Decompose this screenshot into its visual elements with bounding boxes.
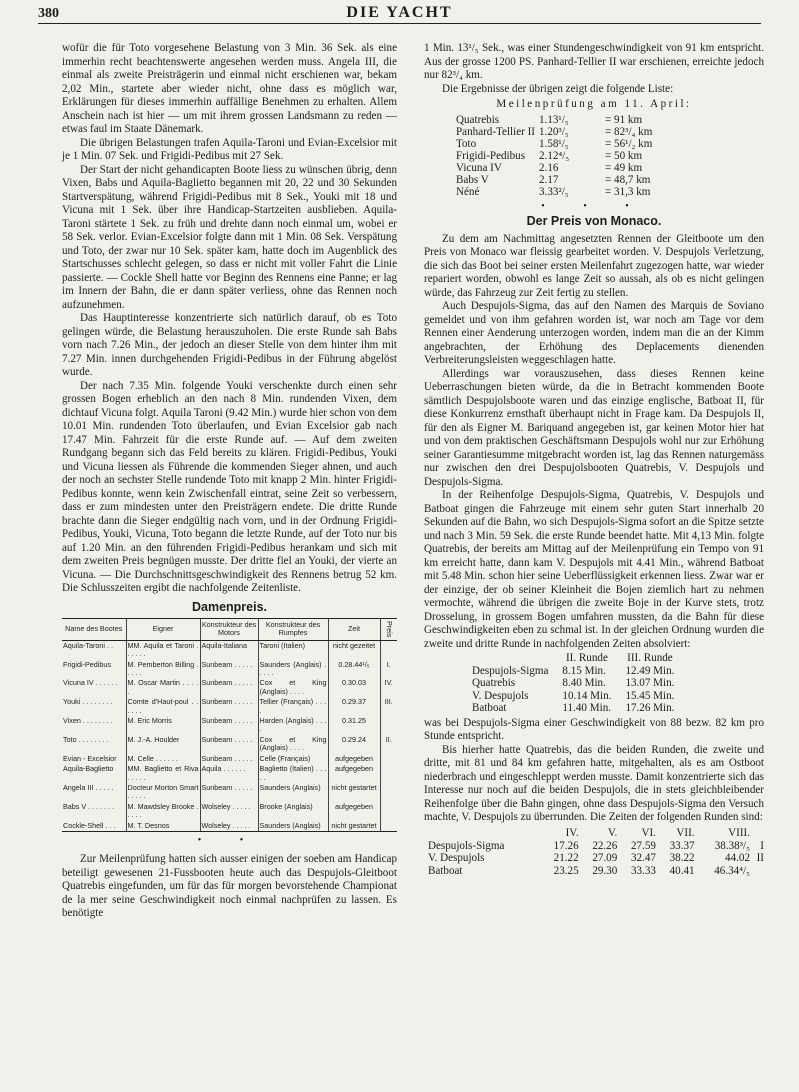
table-cell xyxy=(380,802,397,821)
table-row xyxy=(472,690,688,703)
table-cell: Despujols-Sigma xyxy=(472,664,549,677)
column-header: V. xyxy=(607,826,618,839)
table-cell: Néné xyxy=(456,185,480,198)
table-cell: 23.25 xyxy=(553,864,579,877)
table-cell: nicht gestartet xyxy=(328,783,380,802)
table-cell: M. Eric Morris xyxy=(126,716,200,735)
table-cell: Despujols-Sigma xyxy=(428,839,505,852)
table-cell: Quatrebis xyxy=(456,113,500,126)
table-cell: 8.40 Min. xyxy=(562,677,606,690)
table-cell: Brooke (Anglais) xyxy=(258,802,328,821)
table-cell: 0.29.24 xyxy=(328,735,380,754)
table-cell xyxy=(380,754,397,764)
table-cell: Sunbeam . . . . . xyxy=(200,716,258,735)
table-cell: M. Mawdsley Brooke . . . . . xyxy=(127,801,199,820)
column-header: Konstrukteur des Motors xyxy=(200,619,258,641)
table-cell: 22.26 xyxy=(592,839,618,852)
table-cell xyxy=(380,821,397,832)
table-cell: Cockle-Shell . . . xyxy=(62,821,126,832)
table-row xyxy=(62,821,397,832)
table-cell xyxy=(750,865,764,878)
table-cell: 1.20³/₅ xyxy=(539,125,569,138)
table-header-row xyxy=(472,652,688,665)
table-cell: Toto . . . . . . . . xyxy=(63,734,109,744)
table-cell: = 82³/₄ km xyxy=(605,125,653,138)
table-cell: II. xyxy=(380,735,397,754)
table-cell: nicht gestartet xyxy=(328,821,380,832)
column-header: IV. xyxy=(565,826,579,839)
table-row xyxy=(428,865,764,878)
table-cell: 13.07 Min. xyxy=(625,677,675,690)
paragraph: Die Ergebnisse der übrigen zeigt die folgende Liste: xyxy=(442,82,674,95)
table-cell: 33.33 xyxy=(630,864,656,877)
table-cell: Aquila-Baglietto xyxy=(63,764,114,774)
column-header: VI. xyxy=(641,826,656,839)
table-cell: 11.40 Min. xyxy=(562,702,612,715)
table-cell: Comte d'Haut-poul . . . . . . xyxy=(127,697,199,715)
final-laps-table xyxy=(428,827,764,877)
paragraph: Zu dem am Nachmittag angesetzten Rennen der Gleitboote um den Preis von Monaco war fleissig gearbeitet worden. V. Despujols Verletzung, die sich das Boot bei seiner ersten Meilenfahrt zugezogen hatte, war wieder repariert worden, obwohl es lange Zeit so aussah, als ob es nicht gelingen würde, das Fahrzeug zur Zeit fertig zu stellen. xyxy=(424,232,764,299)
table-cell: 40.41 xyxy=(669,864,695,877)
column-header: Name des Bootes xyxy=(62,619,126,641)
paragraph: Zur Meilenprüfung hatten sich ausser einigen der soeben am Handicap beteiligt gewesenen 21-Fussbooten heute auch das Despujols-Gleitboot Quatrebis eingefunden, um für das für morgen bevorstehende Championat de la mer seine Geschwindigkeit noch einmal nachprüfen zu lassen. Es benötigte xyxy=(62,853,397,920)
table-cell: Harden (Anglais) . . . . xyxy=(259,716,327,734)
table-row xyxy=(62,697,397,716)
damenpreis-table xyxy=(62,618,397,832)
table-cell: V. Despujols xyxy=(428,852,485,865)
column-header: Eigner xyxy=(126,619,200,641)
table-cell: 12.49 Min. xyxy=(625,664,675,677)
table-cell: Babs V . . . . . . . xyxy=(63,801,115,811)
table-cell: = 31,3 km xyxy=(605,185,651,198)
table-cell: 46.34⁴/₅ xyxy=(714,864,750,877)
table-cell: Frigidi-Pedibus xyxy=(63,659,111,669)
table-cell: aufgegeben xyxy=(328,754,380,764)
table-header-row xyxy=(428,827,764,840)
table-cell: Aquila . . . . . . xyxy=(200,764,258,783)
table-row xyxy=(472,702,688,715)
runden-table-body xyxy=(472,665,688,715)
table-cell: Cox et King (Anglais) . . . . xyxy=(259,734,327,753)
column-header: VII. xyxy=(676,826,695,839)
table-cell: Aquila-Italiana xyxy=(200,640,258,659)
table-cell: = 91 km xyxy=(605,113,643,126)
table-cell: 1.58¹/₅ xyxy=(539,137,569,150)
meilen-results-body xyxy=(456,114,656,198)
table-cell xyxy=(380,764,397,783)
table-cell: Wolseley . . . . . xyxy=(200,802,258,821)
table-cell: 8.15 Min. xyxy=(562,664,606,677)
table-cell: = 49 km xyxy=(605,161,643,174)
table-cell: Sunbeam . . . . . xyxy=(200,735,258,754)
paragraph: Das Hauptinteresse konzentrierte sich natürlich darauf, ob es Toto gelingen würde, die Belastung herauszuholen. Die erste Runde sah Babs vorn nach 7.26 Min., der jedoch an dieser Stelle von dem hinter ihm mit 7.27 Min. innen durchgehenden Frigidi-Pedibus in der Führung abgelöst wurde. xyxy=(62,312,397,378)
table-cell: 2.12⁴/₅ xyxy=(539,149,570,162)
table-cell: 0.31.25 xyxy=(328,716,380,735)
header-rule xyxy=(38,23,761,24)
table-cell: 2.16 xyxy=(539,161,559,174)
table-cell: Batboat xyxy=(472,702,507,715)
table-row xyxy=(456,186,656,198)
meilen-results-table xyxy=(456,114,656,198)
table-cell: 0.29.37 xyxy=(328,697,380,716)
column-header: III. Runde xyxy=(627,652,673,664)
table-cell: Panhard-Tellier II xyxy=(456,125,535,138)
table-row xyxy=(62,678,397,697)
paragraph: was bei Despujols-Sigma einer Geschwindigkeit von 88 bezw. 82 km pro Stunde entspricht. xyxy=(424,716,764,743)
table-row xyxy=(62,716,397,735)
column-header xyxy=(472,652,562,665)
table-cell: Taroni (Italien) xyxy=(258,640,328,659)
runden-table xyxy=(472,652,688,715)
table-cell: Sunbeam . . . . . xyxy=(200,697,258,716)
table-cell: Celle (Français) xyxy=(258,754,328,764)
table-cell: M. T. Desnos xyxy=(126,821,200,832)
paragraph: Allerdings war vorauszusehen, dass dieses Rennen keine Ueberraschungen bieten würde, da die in Betracht kommenden Boote sämtlich Despujolsboote waren und das einzige englische, Batboat II, für diese Konkurrenz ernsthaft überhaupt nicht in Frage kam. Da Despujols II, für den als Eigner M. Bariquand angegeben ist, gar keinen Motor hier hat und von dem praktischen Geschäftsmann Despujols wohl nur zur Erhöhung seiner Garantiesumme mitgebracht worden ist, lag das Rennen naturgemäss nur zwischen den drei Despujolsbooten Quatrebis, V. Despujols und Despujols-Sigma. xyxy=(424,367,764,488)
paragraph: In der Reihenfolge Despujols-Sigma, Quatrebis, V. Despujols und Batboat gingen die Fahrzeuge mit einem sehr guten Start innerhalb 20 Sekunden auf die Bahn, wo sich Despujols-Sigma sofort an die Spitze setzte und nach 3 Min. 59 Sek. die erste Runde beendet hatte. Mit 4,13 Min. folgte Quatrebis, der bereits am Mittag auf der Meilenprüfung ein Tempo von 91 km erreicht hatte, dann kam V. Despujols mit 4.41 Min., während Batboat mit 5.48 Min. schon hier seine Ueberflüssigkeit erkennen liess. Zwar war er der einzige, der ob seiner Kleinheit die Bojen ziemlich hart zu nehmen vermochte, während die übrigen die zweite Boje in der Kurve stets, trotz Drosselung, in grossem Bogen umfahren mussten, da die Bahn für diese Geschwindigkeiten eben zu schmal ist. In der gleichen Ordnung wurden die zweite und dritte Runde in nachfolgenden Zeiten absolviert: xyxy=(424,489,764,650)
column-header xyxy=(750,827,764,840)
separator-stars: • • xyxy=(197,834,262,846)
results-subhead: Meilenprüfung am 11. April: xyxy=(496,98,692,110)
table-cell: = 48,7 km xyxy=(605,173,651,186)
final-laps-body xyxy=(428,840,764,878)
table-row xyxy=(456,114,656,126)
table-cell: M. Pemberton Billing . . . . . xyxy=(127,659,199,678)
table-cell: Angela III . . . . . xyxy=(63,782,114,792)
table-cell: Frigidi-Pedibus xyxy=(456,149,526,162)
paragraph: wofür die für Toto vorgesehene Belastung von 3 Min. 36 Sek. als eine immerhin recht beachtenswerte angesehen werden muss. Angela III, die einmal als zweite Preisträgerin und einmal nicht erschienen war, bekam 2,02 Min., startete aber wieder nicht, ohne dass es möglich war, Erklärungen für dieses immerhin auffällige Benehmen zu erhalten. Allem Anschein nach ist hier — um mit ihrem grossen Landsmann zu reden — etwas faul im Staate Dänemark. xyxy=(62,42,397,135)
paragraph: Bis hierher hatte Quatrebis, das die beiden Runden, die zweite und dritte, mit 81 und 84 km gefahren hatte, mitgehalten, als es am Ostboot niederbrach und eingeschleppt werden musste. Damit konzentrierte sich das Interesse nur noch auf die beiden Despujols, die in stets gleichbleibender Reihenfolge über die Bahn gingen, ohne dass Despujols-Sigma den Versuch machte, V. Despujols zu überrunden. Die Zeiten der folgenden Runden sind: xyxy=(424,743,764,824)
table-cell: Batboat xyxy=(428,864,463,877)
column-header: II. Runde xyxy=(565,652,608,664)
table-cell: aufgegeben xyxy=(328,764,380,783)
table-cell: Tellier (Français) . . . . xyxy=(259,697,327,715)
table-row xyxy=(62,783,397,802)
table-cell: Evian - Excelsior xyxy=(63,753,117,763)
table-cell: 10.14 Min. xyxy=(562,689,612,702)
table-cell: Saunders (Anglais) . . . . . xyxy=(259,659,327,678)
table-cell: I. xyxy=(380,660,397,679)
table-row xyxy=(62,660,397,679)
table-cell: 17.26 Min. xyxy=(625,702,675,715)
table-cell: 15.45 Min. xyxy=(625,689,675,702)
table-cell xyxy=(380,716,397,735)
paragraph: Der Start der nicht gehandicapten Boote liess zu wünschen übrig, denn Vixen, Babs und Aquila-Baglietto begannen mit 20, 22 und 30 Sekunden Startverspätung, während Frigidi-Pedibus mit 8 Sek., Youki mit 18 und Vicuna mit 1 Sek. über ihre Handicap-Startzeiten ausblieben. Aquila-Taroni stärtete 1 Sek. zu früh und drehte dann noch einmal um, wobei er 58 Sek. verlor. Evian-Excelsior folgte dann mit 1 Min. 08 Sek. Verspätung und Toto, der zwar nur 10 Sek. später kam, hatte doch im Augenblick des Startschusses schlecht gelegen, so dass er nicht mit voller Fahrt die Linie passierte. — Cockle Shell hatte vor Beginn des Rennens eine Panne; er lag im Innern der Bahn, die er dann später verliess, ohne das Rennen noch aufzunehmen. xyxy=(62,163,397,311)
table-cell: I xyxy=(760,839,764,852)
table-cell: Vixen . . . . . . . . xyxy=(63,716,113,726)
table-cell: Sunbeam . . . . . xyxy=(200,783,258,802)
table-cell: 3.33²/₅ xyxy=(539,185,569,198)
table-cell: II xyxy=(756,852,764,865)
table-cell: MM. Aquila et Taroni . . . . . . xyxy=(127,640,199,659)
table-row xyxy=(456,150,656,162)
paragraph: Auch Despujols-Sigma, das auf den Namen des Marquis de Soviano gemeldet und von ihm gefahren worden ist, war noch am Tage vor dem Rennen einer Aenderung unterzogen worden, indem man die an der Kimm angebrachten, der Erhöhung des Deplacements dienenden Verbreiterungsleisten weggeschlagen hatte. xyxy=(424,300,764,366)
table-cell: aufgegeben xyxy=(328,802,380,821)
table-cell: III. xyxy=(380,697,397,716)
table-row xyxy=(428,840,764,853)
table-row xyxy=(62,754,397,764)
table-cell: 29.30 xyxy=(592,864,618,877)
section-title: Der Preis von Monaco. xyxy=(526,214,662,228)
table-cell: 0.28.44¹/₅ xyxy=(328,660,380,679)
table-cell: IV. xyxy=(380,678,397,697)
table-row xyxy=(62,802,397,821)
table-row xyxy=(472,677,688,690)
table-cell xyxy=(380,783,397,802)
table-cell: M. J.-A. Houlder xyxy=(126,735,200,754)
table-cell: 1.13¹/₅ xyxy=(539,113,569,126)
table-cell: Baglietto (Italien) . . . . . xyxy=(259,764,327,782)
table-cell: Babs V xyxy=(456,173,489,186)
table-row xyxy=(62,735,397,754)
table-row xyxy=(62,764,397,783)
table-cell: 27.09 xyxy=(592,852,618,865)
table-cell: nicht gezeitet xyxy=(328,640,380,659)
column-header: Zeit xyxy=(328,619,380,641)
table-cell: 17.26 xyxy=(553,839,579,852)
paragraph: Der nach 7.35 Min. folgende Youki verschenkte durch einen sehr grossen Bogen erheblich an den nach 8 Min. rundenden Vixen, dem dichtauf Vicuna folgt. Aquila Taroni (9.42 Min.) wurde hier schon von dem 10.01 Min. rundenden Toto überlaufen, und Evian Excelsior gab nach 17.47 Min. Fahrzeit für die erste Runde auf. — Auf dem zweiten Rundgang begann sich das Feld bereits zu klären. Frigidi-Pedibus, Youki und Vicuna liessen als Führende die kommenden Sieger ahnen, und auch der noch an sechster Stelle rundende Toto mit knapp 2 Min. hinter Frigidi-Pedibus konnte, wenn kein Zwischenfall eintrat, seine Zeit so verbessern, dass er zum mindesten unter den Preisträgern endete. Die dritte Runde brachte dann die Sieger endgültig nach vorn, und in der Ordnung Frigidi-Pedibus, Youki, Vicuna, Toto begann die letzte Runde, auf der Toto nur bis auf 1.20 Min. an den führenden Frigidi-Pedibus herankam und sich mit dem zweiten Preis begnügen musste. Der dritte fiel an Youki, der vierte an Vicuna. — Die Durchschnittsgeschwindigkeit des Rennens betrug 52 km. Die Schlusszeiten ergibt die nachfolgende Zeitenliste. xyxy=(62,379,397,594)
table-cell: 2.17 xyxy=(539,173,559,186)
table-cell xyxy=(380,640,397,659)
damenpreis-table-body xyxy=(62,640,397,831)
table-cell: Cox et King (Anglais) . . . . xyxy=(259,678,327,696)
column-header xyxy=(428,827,540,840)
column-header: VIII. xyxy=(728,826,750,839)
page-number: 380 xyxy=(38,6,59,21)
table-row xyxy=(456,126,656,138)
table-row xyxy=(62,640,397,659)
table-cell: 27.59 xyxy=(630,839,656,852)
table-cell: 33.37 xyxy=(669,839,695,852)
damenpreis-title: Damenpreis. xyxy=(191,599,268,614)
table-cell: Wolseley . . . . . xyxy=(200,821,258,832)
right-column xyxy=(424,42,764,877)
table-cell: = 56¹/₂ km xyxy=(605,137,653,150)
table-cell: Docteur Morton Smart . . . . . xyxy=(127,782,199,801)
table-cell: 32.47 xyxy=(630,852,656,865)
damenpreis-section xyxy=(62,601,397,832)
table-cell: MM. Baglietto et Riva . . . . . xyxy=(127,764,199,782)
table-cell: 21.22 xyxy=(553,852,579,865)
separator-stars: • • • xyxy=(541,200,647,212)
table-cell: Vicuna IV . . . . . . xyxy=(63,678,118,688)
column-header: Konstrukteur des Rumpfes xyxy=(258,619,328,641)
table-cell: 38.22 xyxy=(669,852,695,865)
table-row xyxy=(456,162,656,174)
table-cell: V. Despujols xyxy=(472,689,529,702)
paragraph: 1 Min. 13¹/₅ Sek., was einer Stundengeschwindigkeit von 91 km entspricht. Aus der grosse 1200 PS. Panhard-Tellier II war erschienen, erreichte jedoch nur 82³/₄ km. xyxy=(424,42,764,81)
table-cell: M. Oscar Martin . . . . . xyxy=(127,678,199,696)
table-row xyxy=(456,138,656,150)
paragraph: Die übrigen Belastungen trafen Aquila-Taroni und Evian-Excelsior mit je 1 Min. 07 Sek. und Frigidi-Pedibus mit 27 Sek. xyxy=(62,136,397,162)
table-cell: M. Celle . . . . . . xyxy=(126,754,200,764)
table-cell: 38.38³/₅ xyxy=(714,839,750,852)
table-cell: Sunbeam . . . . . xyxy=(200,678,258,697)
table-row xyxy=(472,665,688,678)
table-cell: Quatrebis xyxy=(472,677,516,690)
table-cell: = 50 km xyxy=(605,149,643,162)
table-cell: Aquila-Taroni . . xyxy=(63,640,113,650)
running-title: DIE YACHT xyxy=(346,4,453,21)
table-cell: Sunbeam . . . . . xyxy=(200,754,258,764)
table-row xyxy=(456,174,656,186)
table-header-row xyxy=(62,619,397,641)
table-cell: Vicuna IV xyxy=(456,161,502,174)
table-cell: Toto xyxy=(456,137,477,150)
table-cell: 44.02 xyxy=(725,852,750,865)
column-header: Preis xyxy=(380,619,397,641)
table-cell: Youki . . . . . . . . xyxy=(63,697,113,707)
left-column xyxy=(62,42,397,921)
table-cell: Sunbeam . . . . . xyxy=(200,660,258,679)
table-cell: 0.30.03 xyxy=(328,678,380,697)
table-cell: Saunders (Anglais) xyxy=(258,821,328,832)
table-row xyxy=(428,852,764,865)
table-cell: Saunders (Anglais) xyxy=(258,783,328,802)
